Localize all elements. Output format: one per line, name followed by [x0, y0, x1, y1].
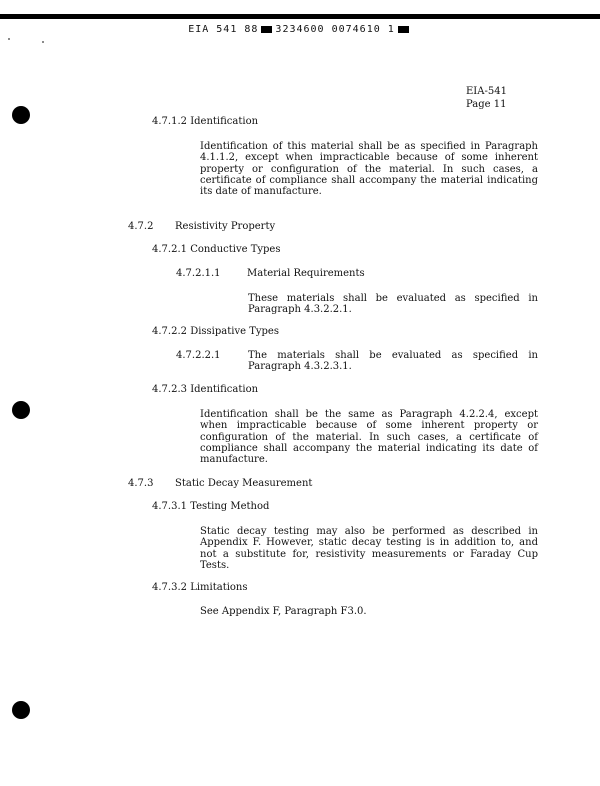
binder-hole: [12, 106, 30, 124]
doc-id: EIA-541: [466, 86, 507, 97]
section-heading-4-7-2-3: [152, 384, 258, 395]
header-block-mark: [398, 26, 409, 33]
paragraph-4-7-2-3: Identification shall be the same as Paragraph 4.2.2.4, except when impracticable because of some inherent property or configuration of the material. In such cases, a certificate of compliance shall accompany the material indicating its date of manufacture.: [200, 409, 538, 466]
section-number-4-7-2-2-1: 4.7.2.2.1: [176, 350, 221, 361]
section-title: Identification: [190, 384, 259, 395]
header-numbers: 3234600 0074610 1: [275, 24, 395, 35]
page-number: Page 11: [466, 99, 507, 110]
section-title: Identification: [190, 116, 259, 127]
section-heading-4-7-2-1-1: [176, 268, 365, 279]
header-block-mark: [261, 26, 272, 33]
binder-hole: [12, 701, 30, 719]
top-scan-border: [0, 14, 600, 19]
page-identifier: [466, 85, 507, 111]
header-doc-code: EIA 541 88: [188, 24, 259, 35]
section-number: 4.7.3: [128, 478, 154, 489]
section-title: Dissipative Types: [190, 326, 279, 337]
section-heading-4-7-2: [128, 221, 275, 232]
section-number: 4.7.1.2: [152, 116, 187, 127]
section-heading-4-7-1-2: [152, 116, 258, 127]
section-title: Resistivity Property: [175, 221, 276, 232]
section-title: Limitations: [190, 582, 248, 593]
paragraph-4-7-2-2-1: The materials shall be evaluated as specified in Paragraph 4.3.2.3.1.: [248, 350, 538, 373]
document-header: [0, 24, 600, 35]
section-title: Static Decay Measurement: [175, 478, 313, 489]
section-number: 4.7.3.1: [152, 501, 187, 512]
section-number: 4.7.2.1: [152, 244, 187, 255]
section-heading-4-7-2-2: [152, 326, 279, 337]
paragraph-4-7-3-2: See Appendix F, Paragraph F3.0.: [200, 606, 367, 617]
section-number: 4.7.3.2: [152, 582, 187, 593]
section-number: 4.7.2.2: [152, 326, 187, 337]
section-heading-4-7-3: [128, 478, 312, 489]
section-title: Material Requirements: [247, 268, 365, 279]
paragraph-4-7-2-1-1: These materials shall be evaluated as specified in Paragraph 4.3.2.2.1.: [248, 293, 538, 316]
binder-hole: [12, 401, 30, 419]
section-number: 4.7.2.1.1: [176, 268, 221, 279]
section-heading-4-7-3-2: [152, 582, 248, 593]
section-heading-4-7-3-1: [152, 501, 269, 512]
section-number: 4.7.2.3: [152, 384, 187, 395]
section-heading-4-7-2-1: [152, 244, 280, 255]
scan-speck: [42, 41, 44, 43]
section-title: Testing Method: [190, 501, 270, 512]
paragraph-4-7-1-2: Identification of this material shall be as specified in Paragraph 4.1.1.2, except when impracticable because of some inherent property or configuration of the material. In such cases, a certificate of compliance shall accompany the material indicating its date of manufacture.: [200, 141, 538, 198]
section-number: 4.7.2: [128, 221, 154, 232]
paragraph-4-7-3-1: Static decay testing may also be performed as described in Appendix F. However, static decay testing is in addition to, and not a substitute for, resistivity measurements or Faraday Cup Tests.: [200, 526, 538, 571]
section-title: Conductive Types: [190, 244, 281, 255]
scan-speck: [8, 38, 10, 40]
